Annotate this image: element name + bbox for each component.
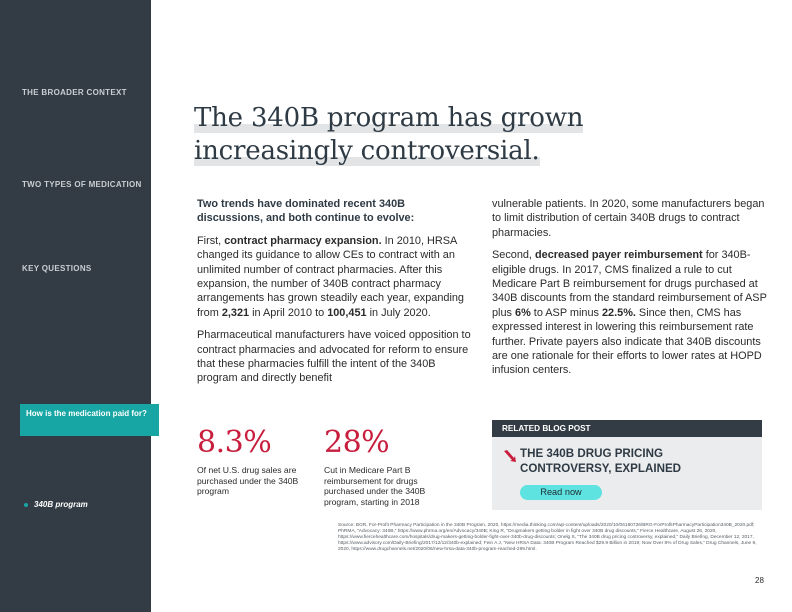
page-title	[194, 102, 634, 168]
paragraph-reimbursement: Second, decreased payer reimbursement for 340B-eligible drugs. In 2017, CMS finalized a rule to cut Medicare Part B reimbursement for drugs purchased at 340B discounts from the standard reimbursement of ASP plus 6% to ASP minus 22.5%. Since then, CMS has expressed interest in lowering this reimbursement rate further. Private payers also indicate that 340B discounts are one rationale for their efforts to lower rates at HOPD infusion centers.	[492, 249, 767, 377]
page-number: 28	[755, 576, 764, 585]
stat-net-drug-sales	[197, 426, 317, 497]
bullet-dot-icon	[24, 503, 28, 507]
paragraph-manufacturers: Pharmaceutical manufacturers have voiced opposition to contract pharmacies and advocated for reform to ensure that these pharmacies fulfill the intent of the 340B program and directly benefit	[197, 329, 471, 385]
sidebar-nav	[0, 0, 151, 612]
nav-subitem-label: 340B program	[34, 500, 88, 509]
title-line-1: The 340B program has grown	[194, 103, 584, 133]
source-citations: Source: BGR, For-Profit Pharmacy Participation in the 340B Program, 2020, https://media.thinking.com/wp-content/uploads/2020/10/06180726/BRG-ForProfitPharmacyParticipation340B_2020.pdf; PhRMA, “Advocacy: 340B,” https://www.phrma.org/en/Advocacy/340B; King R, “Drugmakers getting bolder in fight over 340B drug discounts,” Fierce Healthcare, August 26, 2020, https://www.fiercehealthcare.com/hospitals/drug-makers-getting-bolder-fight-over-340b-drug-discounts; Onelg S, “The 340B drug pricing controversy, explained,” Daily Briefing, December 12, 2017, https://www.advisory.com/Daily-Briefing/2017/12/12/340b-explained; Fein A J, “New HRSA Data: 340B Program Reached $29.9 Billion in 2019; Now Over 8% of Drug Sales,” Drug Channels, June 9, 2020, https://www.drugchannels.net/2020/06/new-hrsa-data-340b-program-reached-299.html.	[338, 523, 757, 553]
body-column-left	[197, 197, 472, 394]
blog-post-title[interactable]: THE 340B DRUG PRICING CONTROVERSY, EXPLAINED	[520, 447, 682, 475]
stat-description: Cut in Medicare Part B reimbursement for drugs purchased under the 340B program, starting in 2018	[324, 465, 426, 507]
nav-item-broader-context[interactable]: THE BROADER CONTEXT	[22, 88, 127, 97]
related-blog-header: RELATED BLOG POST	[492, 420, 762, 437]
nav-item-key-questions[interactable]: KEY QUESTIONS	[22, 264, 92, 273]
read-now-button[interactable]: Read now	[520, 485, 602, 500]
stat-value: 8.3%	[197, 425, 272, 460]
nav-item-two-types-of-medication[interactable]: TWO TYPES OF MEDICATION	[22, 180, 142, 189]
body-column-right	[492, 197, 767, 386]
paragraph-vulnerable-patients: vulnerable patients. In 2020, some manufacturers began to limit distribution of certain 340B drugs to contract pharmacies.	[492, 198, 765, 239]
lead-paragraph: Two trends have dominated recent 340B discussions, and both continue to evolve:	[197, 198, 415, 225]
nav-item-how-is-medication-paid[interactable]: How is the medication paid for?	[20, 404, 159, 436]
stat-value: 28%	[324, 425, 390, 460]
paragraph-contract-pharmacy: First, contract pharmacy expansion. In 2010, HRSA changed its guidance to allow CEs to contract with an unlimited number of contract pharmacies. After this expansion, the number of 340B contract pharmacy arrangements has grown steadily each year, expanding from 2,321 in April 2010 to 100,451 in July 2020.	[197, 234, 464, 319]
stat-medicare-cut	[324, 426, 444, 507]
arrow-down-right-icon	[504, 449, 516, 461]
nav-subitem-340b-program[interactable]	[24, 500, 88, 509]
title-line-2: increasingly controversial.	[194, 136, 540, 166]
stat-description: Of net U.S. drug sales are purchased under the 340B program	[197, 465, 299, 497]
related-blog-card	[492, 437, 762, 510]
